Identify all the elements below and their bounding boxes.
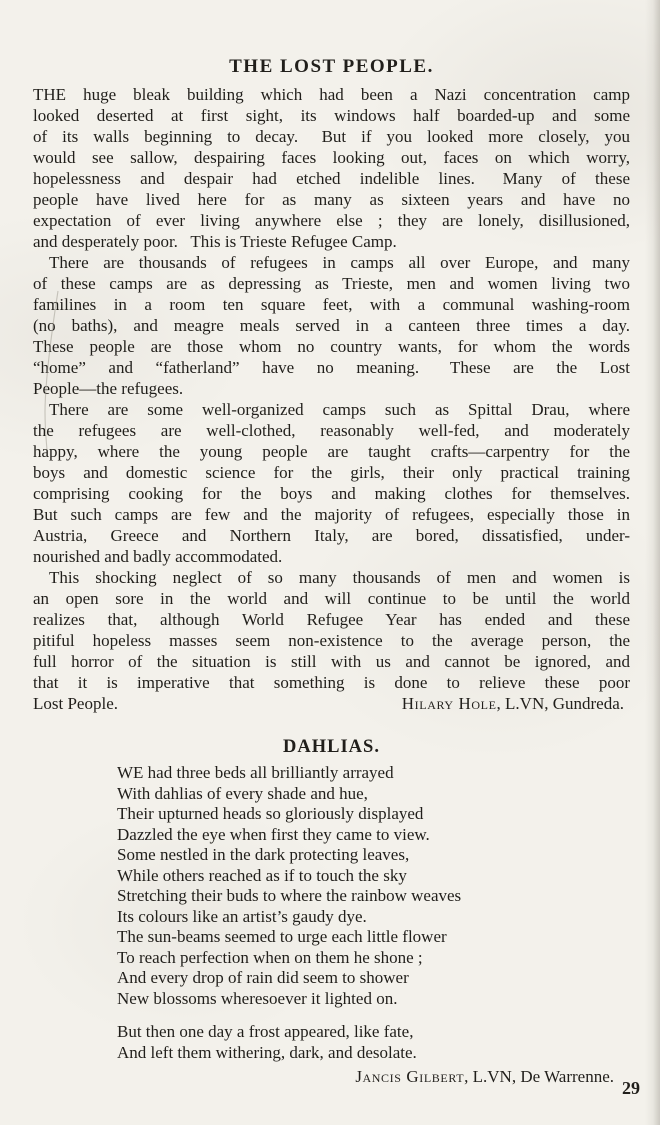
text-line: These people are those whom no country wants, for whom the words	[33, 337, 630, 356]
poem-author-name: Jancis Gilbert	[355, 1067, 465, 1086]
article-closing-text: Lost People.	[33, 694, 118, 713]
article-paragraph	[33, 252, 630, 399]
text-line: THE huge bleak building which had been a Nazi concentration camp	[33, 85, 630, 104]
text-line: would see sallow, despairing faces looking out, faces on which worry,	[33, 148, 630, 167]
text-line: There are thousands of refugees in camps all over Europe, and many	[49, 253, 630, 272]
poem-title: DAHLIAS.	[283, 737, 380, 757]
article-byline	[402, 693, 630, 714]
text-line: familines in a room ten square feet, with a communal washing-room	[33, 295, 630, 314]
text-line: the refugees are well-clothed, reasonably well-fed, and moderately	[33, 421, 630, 440]
text-line: And left them withering, dark, and desolate.	[117, 1042, 417, 1062]
text-line: Their upturned heads so gloriously displayed	[117, 804, 424, 823]
text-line: full horror of the situation is still with us and cannot be ignored, and	[33, 652, 630, 671]
text-line: happy, where the young people are taught crafts—carpentry for the	[33, 442, 630, 461]
text-line: To reach perfection when on them he shone ;	[117, 947, 423, 967]
text-line: While others reached as if to touch the sky	[117, 865, 407, 885]
poem-stanza-1	[33, 763, 630, 1009]
text-line: people have lived here for as many as sixteen years and have no	[33, 190, 630, 209]
text-line: But such camps are few and the majority of refugees, especially those in	[33, 505, 630, 524]
page-number: 29	[622, 1078, 640, 1098]
text-line: looked deserted at first sight, its windows half boarded-up and some	[33, 106, 630, 125]
text-line: With dahlias of every shade and hue,	[117, 783, 368, 803]
text-line: Its colours like an artist’s gaudy dye.	[117, 906, 367, 926]
text-line: “home” and “fatherland” have no meaning. These are the Lost	[33, 358, 630, 377]
text-line: hopelessness and despair had etched indelible lines. Many of these	[33, 169, 630, 188]
article-paragraph	[33, 399, 630, 567]
text-line: Stretching their buds to where the rainbow weaves	[117, 886, 462, 905]
text-line: People—the refugees.	[33, 379, 184, 398]
text-line: This shocking neglect of so many thousands of men and women is	[49, 568, 630, 587]
text-line: boys and domestic science for the girls, their only practical training	[33, 463, 630, 482]
text-line: The sun-beams seemed to urge each little flower	[117, 927, 447, 946]
poem-byline	[33, 1066, 630, 1087]
text-line: But then one day a frost appeared, like fate,	[117, 1022, 414, 1041]
text-line: Some nestled in the dark protecting leaves,	[117, 845, 410, 864]
poem-stanza-2	[33, 1022, 630, 1063]
text-line: pitiful hopeless masses seem non-existence to the average person, the	[33, 631, 630, 650]
text-line: Austria, Greece and Northern Italy, are bored, dissatisfied, under-	[33, 526, 630, 545]
text-line: realizes that, although World Refugee Year has ended and these	[33, 610, 630, 629]
text-line: And every drop of rain did seem to shower	[117, 968, 409, 987]
article-paragraph	[33, 84, 630, 252]
text-line: of its walls beginning to decay. But if you looked more closely, you	[33, 127, 630, 146]
text-line: and desperately poor. This is Trieste Refugee Camp.	[33, 232, 397, 251]
poem-author-suffix: , L.VN, De Warrenne.	[464, 1067, 614, 1086]
text-line: WE had three beds all brilliantly arrayed	[117, 763, 394, 782]
text-line: expectation of ever living anywhere else ; they are lonely, disillusioned,	[33, 211, 630, 230]
article-author-suffix: , L.VN, Gundreda.	[496, 694, 624, 713]
text-line: There are some well-organized camps such as Spittal Drau, where	[49, 400, 630, 419]
article-closing-line	[33, 693, 630, 714]
text-line: Dazzled the eye when first they came to view.	[117, 824, 430, 844]
text-line: New blossoms wheresoever it lighted on.	[117, 988, 398, 1008]
text-line: (no baths), and meagre meals served in a canteen three times a day.	[33, 316, 630, 335]
article-body	[33, 84, 630, 714]
text-line: that it is imperative that something is done to relieve these poor	[33, 673, 630, 692]
article-author-name: Hilary Hole	[401, 694, 497, 713]
text-line: of these camps are as depressing as Trieste, men and women living two	[33, 274, 630, 293]
text-line: an open sore in the world and will continue to be until the world	[33, 589, 630, 608]
text-line: comprising cooking for the boys and making clothes for themselves.	[33, 484, 630, 503]
article-title: THE LOST PEOPLE.	[229, 56, 434, 77]
article-paragraph	[33, 567, 630, 693]
text-line: nourished and badly accommodated.	[33, 547, 283, 566]
